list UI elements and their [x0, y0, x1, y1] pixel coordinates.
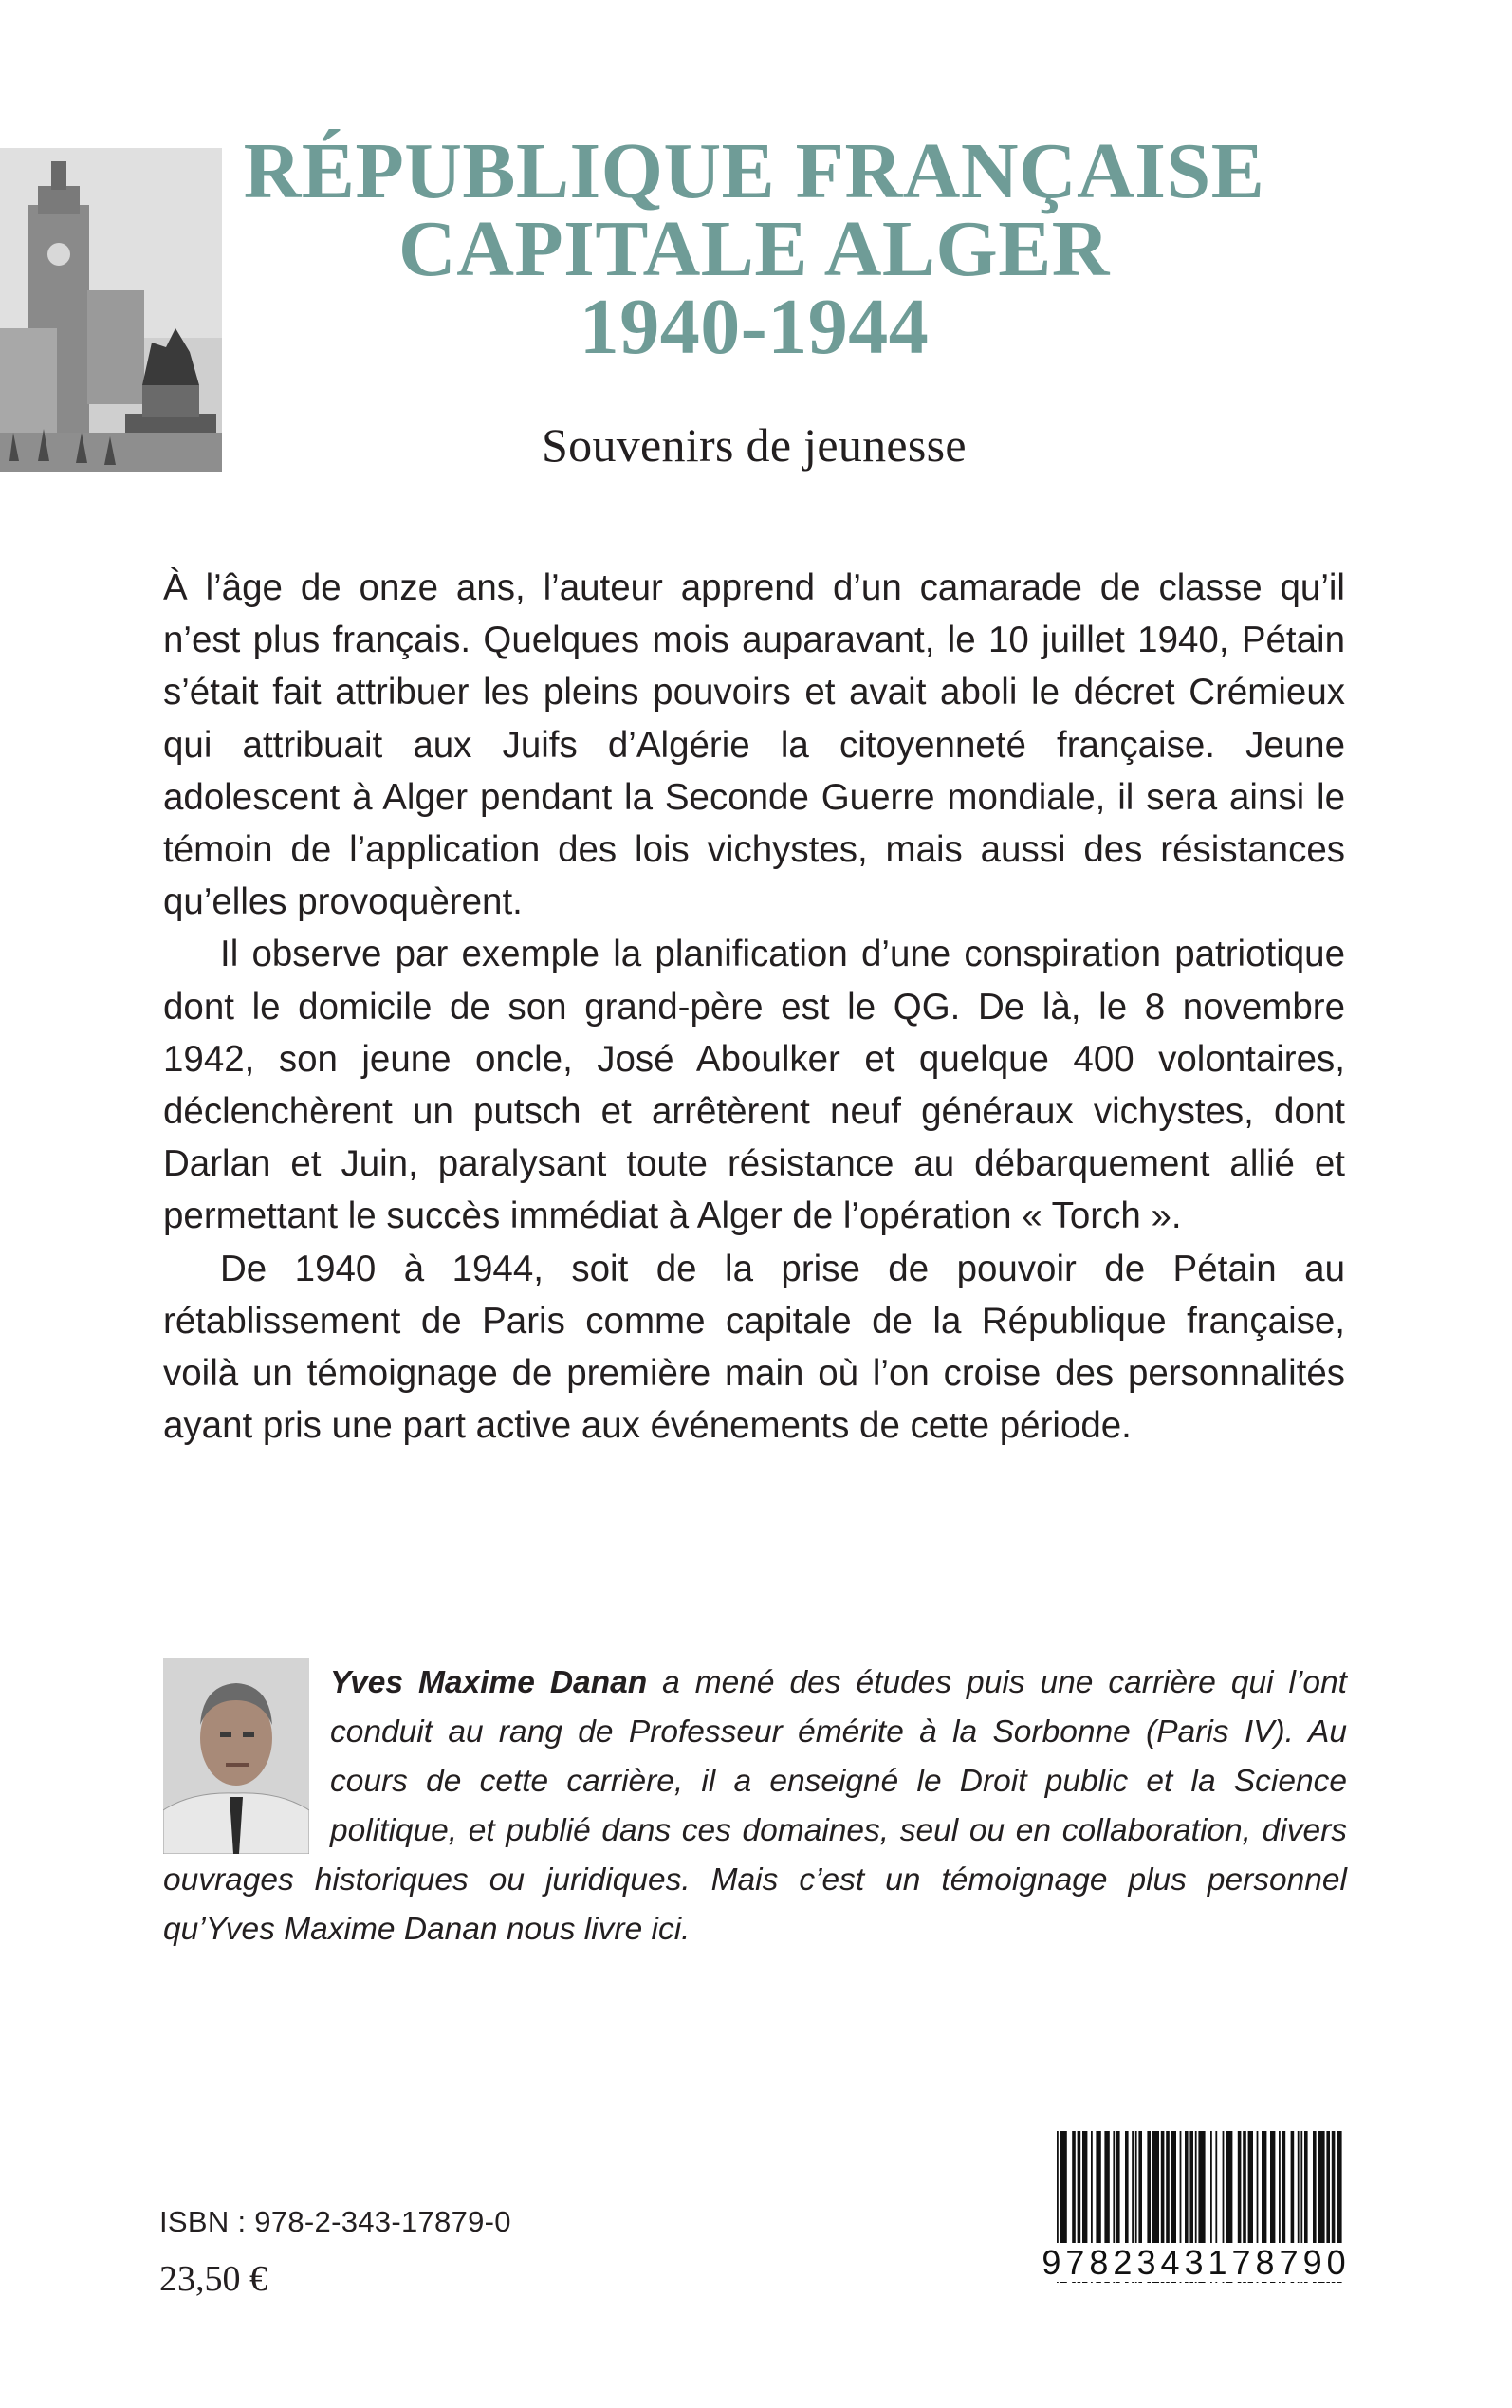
isbn-label: ISBN : 978-2-343-17879-0 — [159, 2205, 511, 2238]
book-title — [228, 127, 1281, 371]
cover-photo — [0, 148, 222, 472]
blurb-paragraph-2: Il observe par exemple la planification d’une conspiration patriotique dont le domicile de son grand-père est le QG. De là, le 8 novembre 1942, son jeune oncle, José Aboulker et quelque 400 volontaires, déclenchèrent un putsch et arrêtèrent neuf généraux vichystes, dont Darlan et Juin, paralysant toute résistance au débarquement allié et permettant le succès immédiat à Alger de l’opération « Torch ». — [163, 934, 1345, 1237]
blurb-paragraph-3: De 1940 à 1944, soit de la prise de pouvoir de Pétain au rétablissement de Paris comme capitale de la République française, voilà un témoignage de première main où l’on croise des personnalités ayant pris une part active aux événements de cette période. — [163, 1248, 1345, 1447]
blurb-paragraph-1: À l’âge de onze ans, l’auteur apprend d’un camarade de classe qu’il n’est plus français. Quelques mois auparavant, le 10 juillet 1940, Pétain s’était fait attribuer les pleins pouvoirs et avait aboli le décret Crémieux qui attribuait aux Juifs d’Algérie la citoyenneté française. Jeune adolescent à Alger pendant la Seconde Guerre mondiale, il sera ainsi le témoin de l’application des lois vichystes, mais aussi des résistances qu’elles provoquèrent. — [163, 567, 1345, 923]
blurb — [163, 562, 1345, 1452]
price-label: 23,50 € — [159, 2259, 267, 2299]
author-name: Yves Maxime Danan — [330, 1665, 648, 1700]
author-bio-text: a mené des études puis une carrière qui l’ont conduit au rang de Professeur émérite à la Sorbonne (Paris IV). Au cours de cette carrière, il a enseigné le Droit public et la Science politique, et publié dans ces domaines, seul ou en collaboration, divers ouvrages historiques ou juridiques. Mais c’est un témoignage plus personnel qu’Yves Maxime Danan nous livre ici. — [163, 1665, 1347, 1947]
barcode — [1040, 2121, 1353, 2302]
book-subtitle: Souvenirs de jeunesse — [542, 418, 967, 472]
barcode-digits: 9782343178790 — [1042, 2243, 1351, 2282]
title-line-3: 1940-1944 — [579, 283, 930, 371]
author-bio — [163, 1658, 1347, 1954]
algiers-street-statue-photo-icon — [0, 148, 222, 472]
title-line-1: RÉPUBLIQUE FRANÇAISE — [243, 127, 1265, 215]
title-line-2: CAPITALE ALGER — [398, 205, 1110, 293]
